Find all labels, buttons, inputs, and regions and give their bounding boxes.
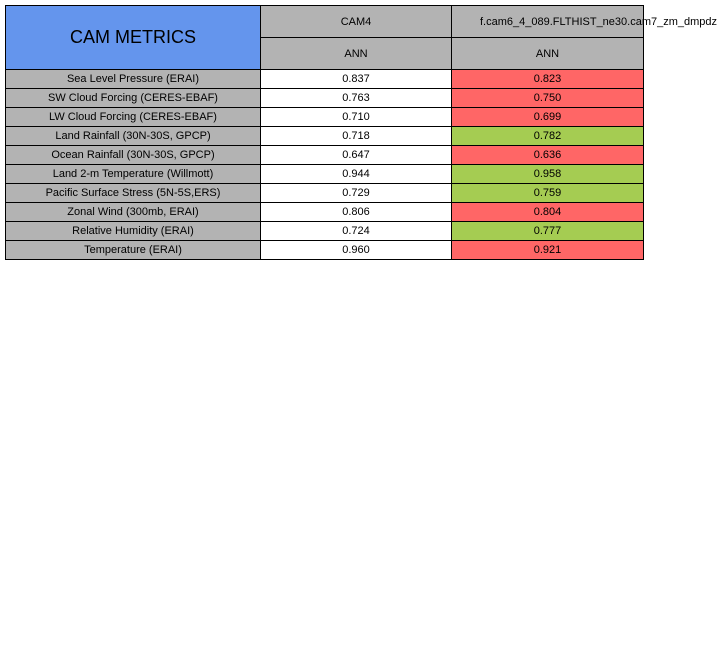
test-value: 0.777 (452, 222, 644, 241)
table-row (6, 70, 644, 89)
baseline-value: 0.763 (261, 89, 452, 108)
metric-label: Land Rainfall (30N-30S, GPCP) (6, 127, 261, 146)
metric-label: Land 2-m Temperature (Willmott) (6, 165, 261, 184)
table-row (6, 165, 644, 184)
metrics-table-body (6, 6, 717, 260)
metric-label: LW Cloud Forcing (CERES-EBAF) (6, 108, 261, 127)
metrics-table (5, 5, 717, 260)
test-value: 0.958 (452, 165, 644, 184)
metric-label: Temperature (ERAI) (6, 241, 261, 260)
test-value: 0.823 (452, 70, 644, 89)
test-value: 0.782 (452, 127, 644, 146)
season-header: ANN (452, 38, 644, 70)
table-row (6, 89, 644, 108)
case-name-header: CAM4 (261, 6, 452, 38)
table-row (6, 146, 644, 165)
metric-label: Zonal Wind (300mb, ERAI) (6, 203, 261, 222)
test-value: 0.699 (452, 108, 644, 127)
table-title: CAM METRICS (6, 6, 261, 70)
metric-label: Sea Level Pressure (ERAI) (6, 70, 261, 89)
baseline-value: 0.944 (261, 165, 452, 184)
table-row (6, 127, 644, 146)
test-value: 0.804 (452, 203, 644, 222)
table-row (6, 108, 644, 127)
baseline-value: 0.718 (261, 127, 452, 146)
baseline-value: 0.806 (261, 203, 452, 222)
baseline-value: 0.710 (261, 108, 452, 127)
test-value: 0.921 (452, 241, 644, 260)
metric-label: SW Cloud Forcing (CERES-EBAF) (6, 89, 261, 108)
table-row (6, 203, 644, 222)
table-row (6, 184, 644, 203)
case-name-row (6, 6, 644, 38)
case-name-text: f.cam6_4_089.FLTHIST_ne30.cam7_zm_dmpdz (480, 15, 717, 28)
baseline-value: 0.837 (261, 70, 452, 89)
metric-label: Relative Humidity (ERAI) (6, 222, 261, 241)
baseline-value: 0.724 (261, 222, 452, 241)
test-value: 0.759 (452, 184, 644, 203)
table-row (6, 241, 644, 260)
baseline-value: 0.960 (261, 241, 452, 260)
baseline-value: 0.729 (261, 184, 452, 203)
case-name-header (452, 6, 717, 38)
table-row (6, 222, 644, 241)
metric-label: Pacific Surface Stress (5N-5S,ERS) (6, 184, 261, 203)
test-value: 0.750 (452, 89, 644, 108)
test-value: 0.636 (452, 146, 644, 165)
metric-label: Ocean Rainfall (30N-30S, GPCP) (6, 146, 261, 165)
season-header: ANN (261, 38, 452, 70)
baseline-value: 0.647 (261, 146, 452, 165)
